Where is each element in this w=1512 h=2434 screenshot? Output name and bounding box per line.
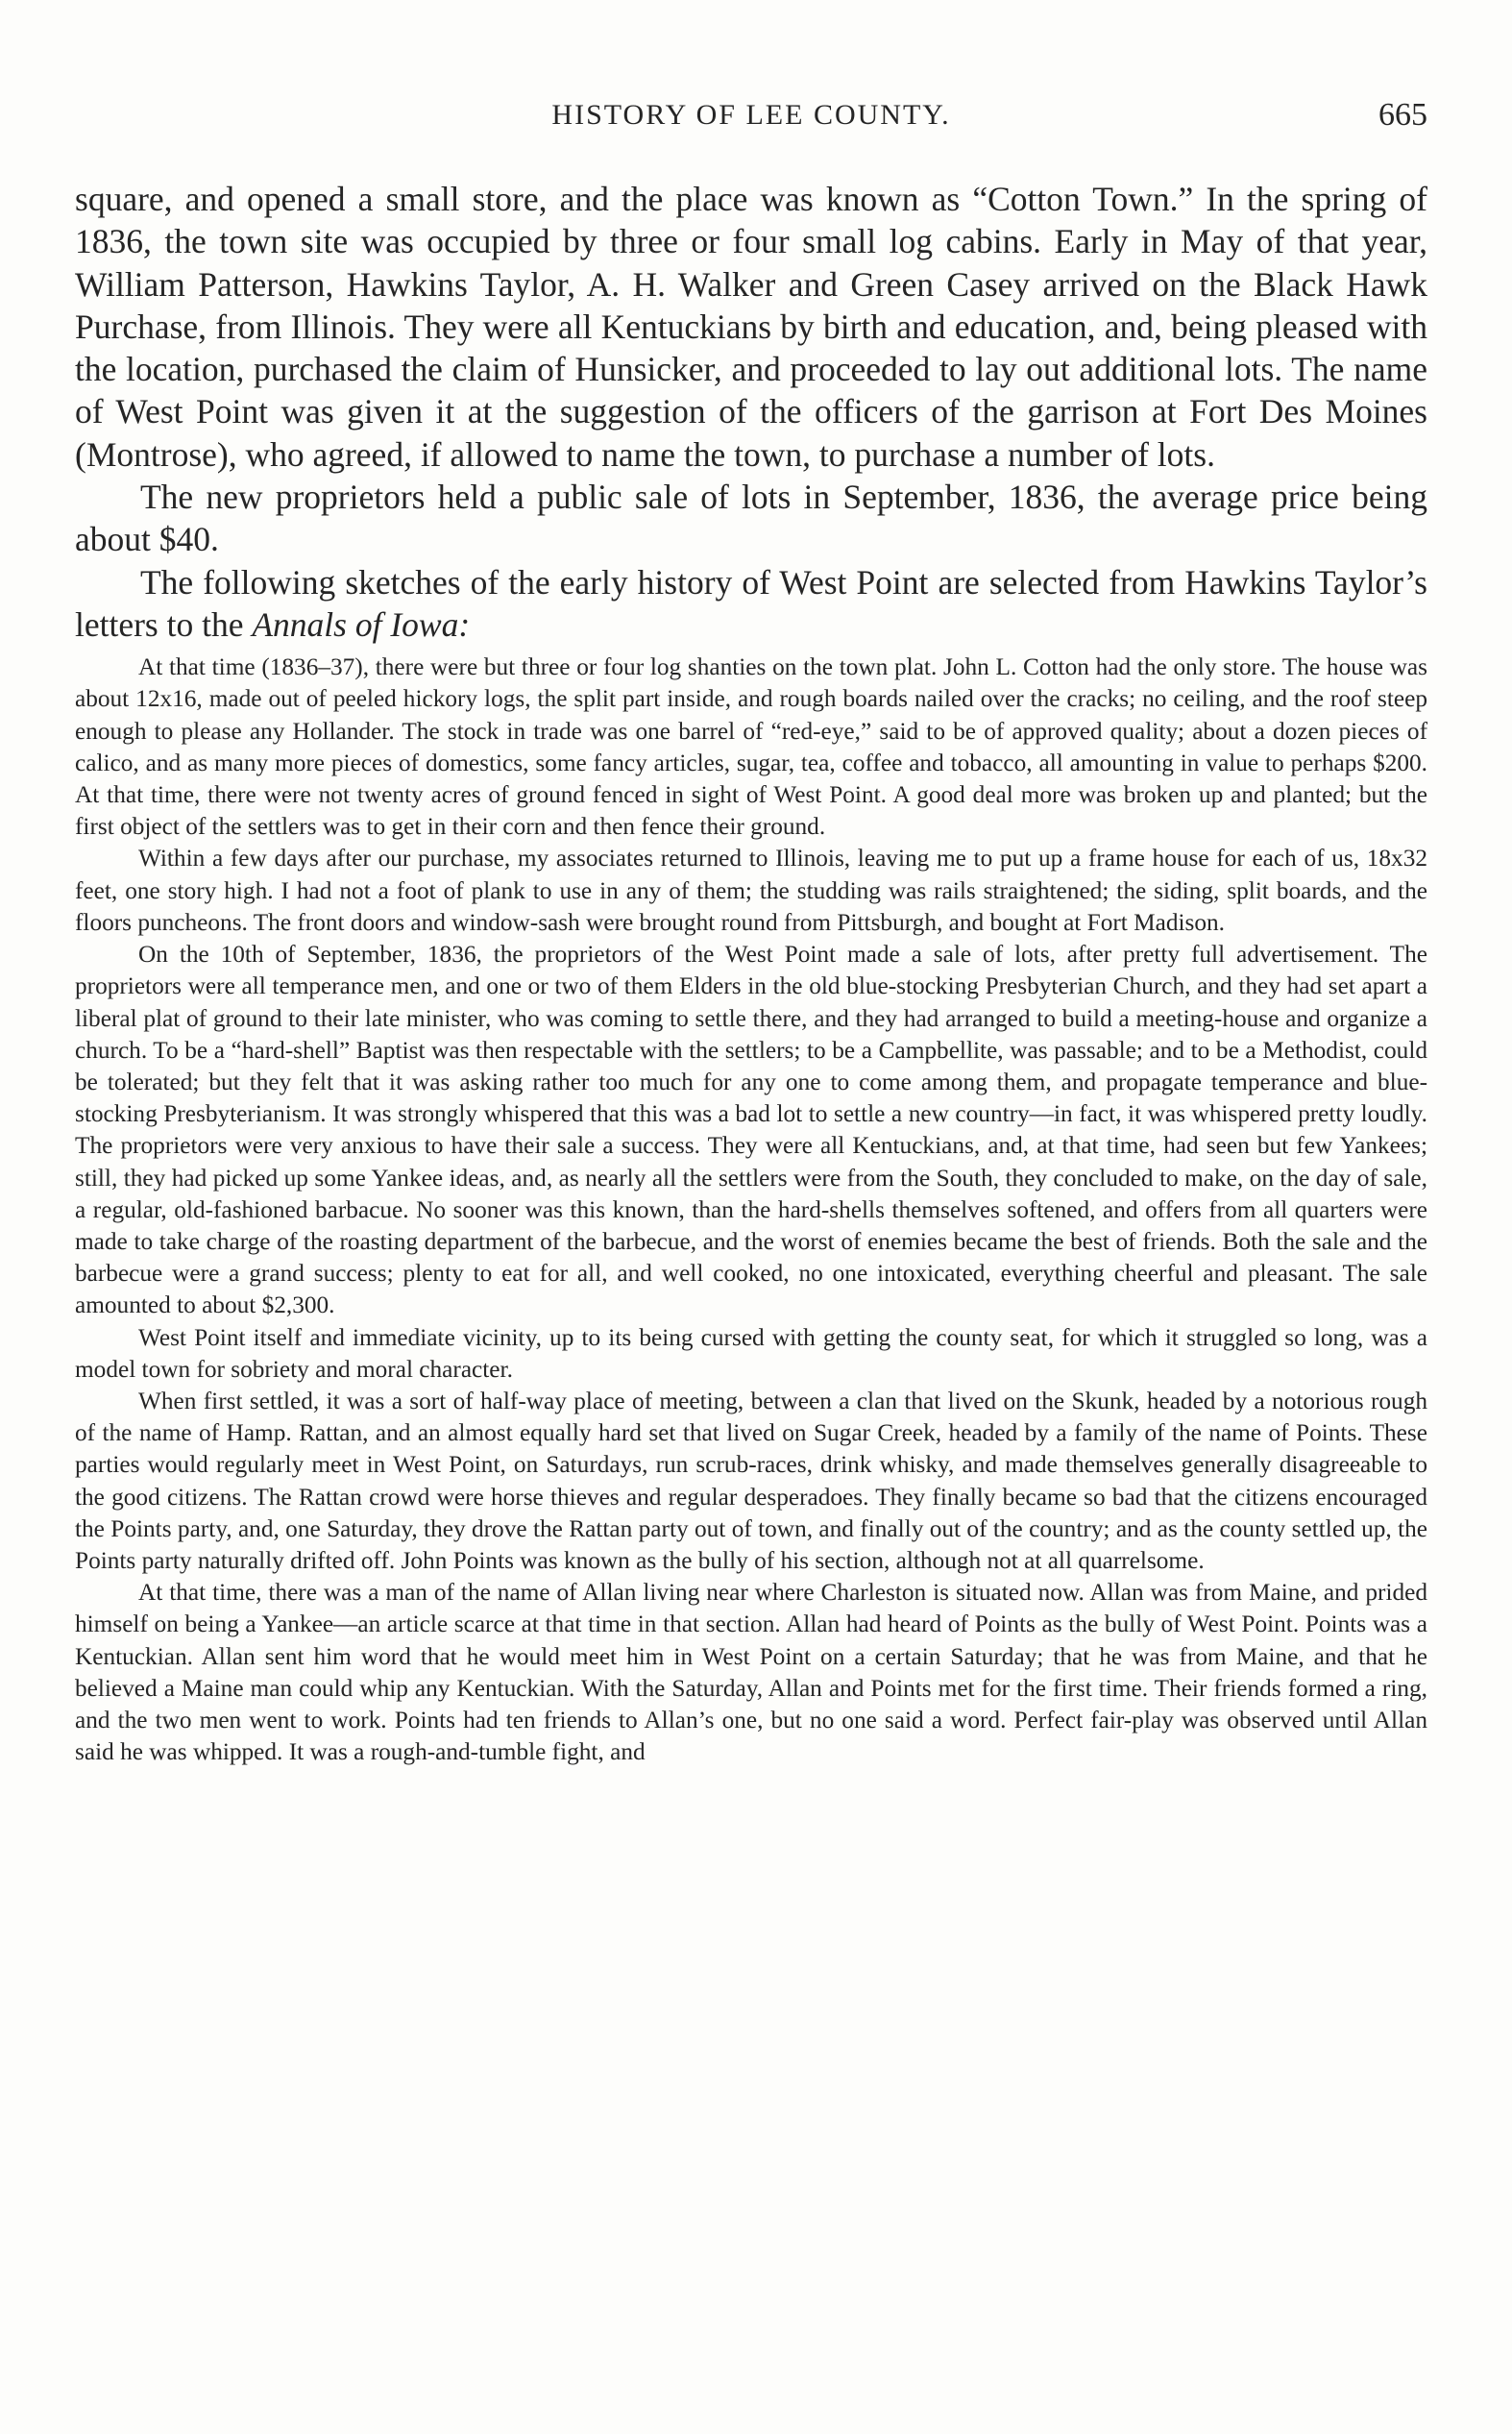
body-paragraph: square, and opened a small store, and the place was known as “Cotton Town.” In the spring of 1836, the town site was occupied by three or four small log cabins. Early in May of that year, William Patterson, Hawkins Taylor, A. H. Walker and Green Casey arrived on the Black Hawk Purchase, from Illinois. They were all Kentuckians by birth and education, and, being pleased with the location, purchased the claim of Hunsicker, and proceeded to lay out additional lots. The name of West Point was given it at the suggestion of the officers of the garrison at Fort Des Moines (Montrose), who agreed, if allowed to name the town, to purchase a number of lots.: [75, 180, 1427, 474]
body-paragraph-text: The following sketches of the early history of West Point are selected from Hawkins Taylor’s letters to the: [75, 562, 1427, 644]
quoted-paragraph: Within a few days after our purchase, my associates returned to Illinois, leaving me to put up a frame house for each of us, 18x32 feet, one story high. I had not a foot of plank to use in any of them; the studding was rails straightened; the siding, split boards, and the floors puncheons. The front doors and window-sash were brought round from Pittsburgh, and bought at Fort Madison.: [75, 845, 1427, 936]
quoted-paragraph: On the 10th of September, 1836, the proprietors of the West Point made a sale of lots, after pretty full advertisement. The proprietors were all temperance men, and one or two of them Elders in the old blue-stocking Presbyterian Church, and they had set apart a liberal plat of ground to their late minister, who was coming to settle there, and they had arranged to build a meeting-house and organize a church. To be a “hard-shell” Baptist was then respectable with the settlers; to be a Campbellite, was passable; and to be a Methodist, could be tolerated; but they felt that it was asking rather too much for any one to come among them, and propagate temperance and blue-stocking Presbyterianism. It was strongly whispered that this was a bad lot to settle a new country—in fact, it was whispered pretty loudly. The proprietors were very anxious to have their sale a success. They were all Kentuckians, and, at that time, had seen but few Yankees; still, they had picked up some Yankee ideas, and, as nearly all the settlers were from the South, they concluded to make, on the day of sale, a regular, old-fashioned barbacue. No sooner was this known, than the hard-shells themselves softened, and offers from all quarters were made to take charge of the roasting department of the barbecue, and the worst of enemies became the best of friends. Both the sale and the barbecue were a grand success; plenty to eat for all, and well cooked, no one intoxicated, everything cheerful and pleasant. The sale amounted to about $2,300.: [75, 941, 1427, 1319]
quoted-paragraph: At that time (1836–37), there were but three or four log shanties on the town plat. John L. Cotton had the only store. The house was about 12x16, made out of peeled hickory logs, the split part inside, and rough boards nailed over the cracks; no ceiling, and the roof steep enough to please any Hollander. The stock in trade was one barrel of “red-eye,” said to be of approved quality; about a dozen pieces of calico, and as many more pieces of domestics, some fancy articles, sugar, tea, coffee and tobacco, all amounting in value to perhaps $200. At that time, there were not twenty acres of ground fenced in sight of West Point. A good deal more was broken up and planted; but the first object of the settlers was to get in their corn and then fence their ground.: [75, 653, 1427, 841]
quoted-letters: [75, 652, 1427, 1768]
body-paragraph: The new proprietors held a public sale of lots in September, 1836, the average price being about $40.: [75, 478, 1427, 559]
quoted-paragraph: When first settled, it was a sort of half-way place of meeting, between a clan that lived on the Skunk, headed by a notorious rough of the name of Hamp. Rattan, and an almost equally hard set that lived on Sugar Creek, headed by a family of the name of Points. These parties would regularly meet in West Point, on Saturdays, run scrub-races, drink whisky, and made themselves generally disagreeable to the good citizens. The Rattan crowd were horse thieves and regular desperadoes. They finally became so bad that the citizens encouraged the Points party, and, one Saturday, they drove the Rattan party out of town, and finally out of the country; and as the county settled up, the Points party naturally drifted off. John Points was known as the bully of his section, although not at all quarrelsome.: [75, 1387, 1427, 1574]
journal-title: Annals of Iowa:: [252, 604, 471, 644]
running-title: HISTORY OF LEE COUNTY.: [551, 99, 951, 131]
page-number: 665: [1378, 97, 1427, 133]
quoted-paragraph: West Point itself and immediate vicinity, up to its being cursed with getting the county seat, for which it struggled so long, was a model town for sobriety and moral character.: [75, 1323, 1427, 1383]
quoted-paragraph: At that time, there was a man of the name of Allan living near where Charleston is situated now. Allan was from Maine, and prided himself on being a Yankee—an article scarce at that time in that section. Allan had heard of Points as the bully of West Point. Points was a Kentuckian. Allan sent him word that he would meet him in West Point on a certain Saturday; that he was from Maine, and that he believed a Maine man could whip any Kentuckian. With the Saturday, Allan and Points met for the first time. Their friends formed a ring, and the two men went to work. Points had ten friends to Allan’s one, but no one said a word. Perfect fair-play was observed until Allan said he was whipped. It was a rough-and-tumble fight, and: [75, 1579, 1427, 1766]
body-paragraph: [75, 561, 1427, 647]
running-head: [75, 94, 1427, 142]
page-content: [75, 178, 1427, 1768]
